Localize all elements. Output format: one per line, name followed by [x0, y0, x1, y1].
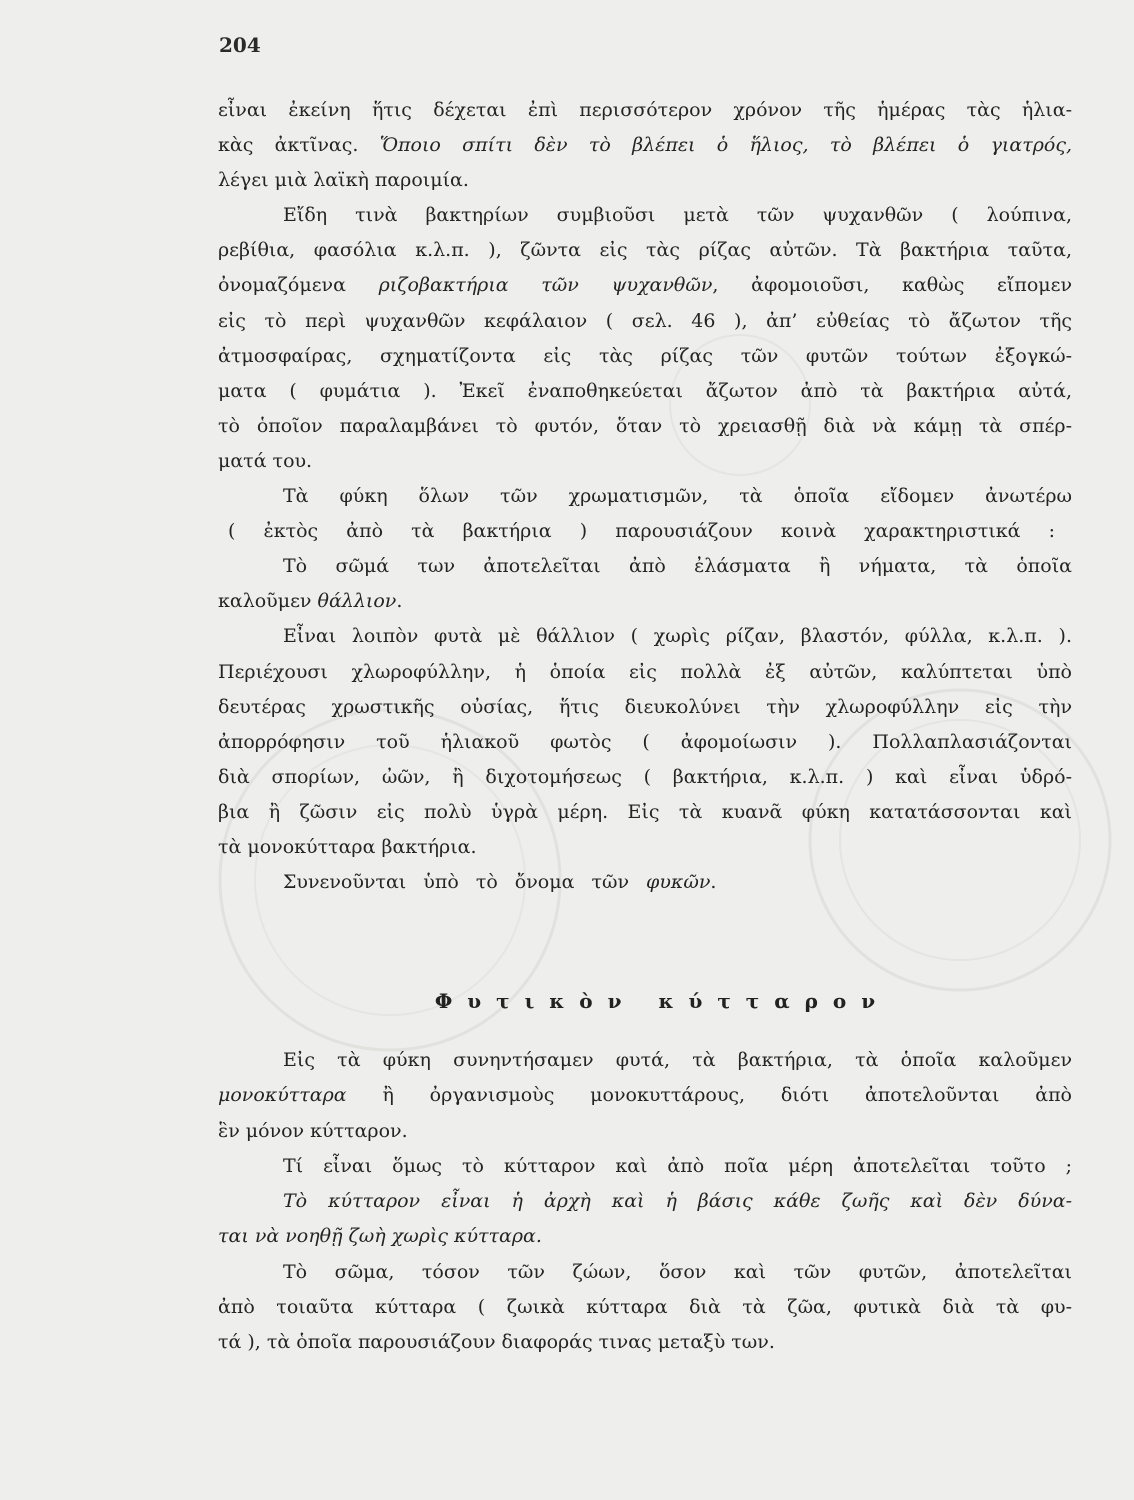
body-text-section-1	[218, 93, 1072, 900]
text-line	[218, 690, 1072, 725]
text-run: Τὰ φύκη ὅλων τῶν χρωματισμῶν, τὰ ὁποῖα εἴδομεν ἀνωτέρω	[283, 485, 1072, 508]
text-run: ἢ ὀργανισμοὺς μονοκυττάρους, διότι ἀποτελοῦνται ἀπὸ	[346, 1084, 1072, 1107]
italic-term: θάλλιον	[317, 590, 397, 613]
text-line	[218, 655, 1072, 690]
text-line	[218, 233, 1072, 268]
text-run: ἀτμοσφαίρας, σχηματίζοντα εἰς τὰς ρίζας τῶν φυτῶν τούτων ἐξογκώ-	[218, 344, 1072, 367]
text-run: τά ), τὰ ὁποῖα παρουσιάζουν διαφοράς τινας μεταξὺ των.	[218, 1331, 775, 1353]
text-line	[218, 479, 1072, 514]
text-line	[218, 830, 1072, 865]
italic-term: φυκῶν	[646, 871, 711, 894]
text-line	[218, 1184, 1072, 1219]
text-run: ματα ( φυμάτια ). Ἐκεῖ ἐναποθηκεύεται ἄζωτον ἀπὸ τὰ βακτήρια αὐτά,	[218, 379, 1072, 402]
text-run: εἰς τὸ περὶ ψυχανθῶν κεφάλαιον ( σελ. 46 ), ἀπ’ εὐθείας τὸ ἄζωτον τῆς	[218, 309, 1072, 332]
italic-term: ριζοβακτήρια τῶν ψυχανθῶν	[378, 274, 713, 297]
text-line	[218, 1149, 1072, 1184]
text-run: διὰ σπορίων, ὠῶν, ἢ διχοτομήσεως ( βακτήρια, κ.λ.π. ) καὶ εἶναι ὑδρό-	[218, 765, 1072, 788]
text-run: καλοῦμεν	[218, 590, 318, 613]
text-line	[218, 1219, 1072, 1254]
text-run: ἀπορρόφησιν τοῦ ἡλιακοῦ φωτὸς ( ἀφομοίωσιν ). Πολλαπλασιάζονται	[218, 730, 1072, 753]
text-line	[218, 549, 1072, 584]
text-run: ρεβίθια, φασόλια κ.λ.π. ), ζῶντα εἰς τὰς ρίζας αὐτῶν. Τὰ βακτήρια ταῦτα,	[218, 239, 1072, 262]
text-run: ὀνομαζόμενα	[218, 274, 379, 297]
text-line	[218, 1043, 1072, 1078]
italic-text-run: ται νὰ νοηθῇ ζωὴ χωρὶς κύτταρα.	[218, 1225, 542, 1248]
text-line	[218, 409, 1072, 444]
italic-term: μονοκύτταρα	[218, 1084, 347, 1107]
text-run: τὸ ὁποῖον παραλαμβάνει τὸ φυτόν, ὅταν τὸ χρειασθῇ διὰ νὰ κάμῃ τὰ σπέρ-	[218, 414, 1072, 437]
text-line	[218, 304, 1072, 339]
text-run: Τί εἶναι ὅμως τὸ κύτταρον καὶ ἀπὸ ποῖα μέρη ἀποτελεῖται τοῦτο ;	[283, 1154, 1072, 1177]
text-line	[218, 339, 1072, 374]
text-line	[218, 198, 1072, 233]
text-run: Εἴδη τινὰ βακτηρίων συμβιοῦσι μετὰ τῶν ψυχανθῶν ( λούπινα,	[283, 204, 1072, 227]
text-line	[218, 1255, 1072, 1290]
italic-text-run: Τὸ κύτταρον εἶναι ἡ ἀρχὴ καὶ ἡ βάσις κάθε ζωῆς καὶ δὲν δύνα-	[283, 1190, 1072, 1212]
body-text-section-2	[218, 1043, 1072, 1360]
text-run: ἀπὸ τοιαῦτα κύτταρα ( ζωικὰ κύτταρα διὰ τὰ ζῶα, φυτικὰ διὰ τὰ φυ-	[218, 1295, 1072, 1318]
text-run: εἶναι ἐκείνη ἥτις δέχεται ἐπὶ περισσότερον χρόνον τῆς ἡμέρας τὰς ἡλια-	[218, 99, 1072, 121]
text-line	[218, 93, 1072, 128]
text-run: Εἰς τὰ φύκη συνηντήσαμεν φυτά, τὰ βακτήρια, τὰ ὁποῖα καλοῦμεν	[283, 1049, 1072, 1071]
text-run: , ἀφομοιοῦσι, καθὼς εἴπομεν	[712, 274, 1072, 297]
text-run: .	[396, 590, 403, 613]
text-line	[218, 514, 1072, 549]
text-run: Συνενοῦνται ὑπὸ τὸ ὄνομα τῶν	[283, 871, 647, 894]
text-run: κὰς ἀκτῖνας.	[218, 134, 380, 157]
text-line	[218, 584, 1072, 619]
text-line	[218, 795, 1072, 830]
text-line	[218, 725, 1072, 760]
text-run: Τὸ σῶμα, τόσον τῶν ζώων, ὅσον καὶ τῶν φυτῶν, ἀποτελεῖται	[283, 1260, 1072, 1283]
page-number: 204	[219, 33, 261, 57]
text-line	[218, 1114, 1072, 1149]
text-line	[218, 1325, 1072, 1360]
section-heading: Φυτικὸν κύτταρον	[434, 989, 891, 1013]
text-run: τὰ μονοκύτταρα βακτήρια.	[218, 835, 477, 858]
section-heading-container	[218, 984, 1072, 1019]
text-run: ( ἐκτὸς ἀπὸ τὰ βακτήρια ) παρουσιάζουν κοινὰ χαρακτηριστικά :	[228, 520, 1055, 543]
text-run: δευτέρας χρωστικῆς οὐσίας, ἥτις διευκολύνει τὴν χλωροφύλλην εἰς τὴν	[218, 695, 1072, 718]
text-line	[218, 619, 1072, 654]
text-line	[218, 128, 1072, 163]
text-line	[218, 1078, 1072, 1113]
text-line	[218, 1290, 1072, 1325]
text-run: ματά του.	[218, 449, 313, 472]
text-run: Εἶναι λοιπὸν φυτὰ μὲ θάλλιον ( χωρὶς ρίζαν, βλαστόν, φύλλα, κ.λ.π. ).	[283, 625, 1072, 648]
text-run: Περιέχουσι χλωροφύλλην, ἡ ὁποία εἰς πολλὰ ἐξ αὐτῶν, καλύπτεται ὑπὸ	[218, 660, 1072, 683]
text-line	[218, 374, 1072, 409]
text-line	[218, 865, 1072, 900]
text-run: ἓν μόνον κύτταρον.	[218, 1119, 408, 1142]
text-run: λέγει μιὰ λαϊκὴ παροιμία.	[218, 169, 469, 192]
text-line	[218, 268, 1072, 303]
text-line	[218, 760, 1072, 795]
text-run: Τὸ σῶμά των ἀποτελεῖται ἀπὸ ἐλάσματα ἢ νήματα, τὰ ὁποῖα	[283, 555, 1072, 578]
italic-proverb: Ὅποιο σπίτι δὲν τὸ βλέπει ὁ ἥλιος, τὸ βλέπει ὁ γιατρός,	[379, 134, 1073, 157]
text-line	[218, 163, 1072, 198]
text-line	[218, 444, 1072, 479]
text-run: .	[710, 871, 717, 894]
text-run: βια ἢ ζῶσιν εἰς πολὺ ὑγρὰ μέρη. Εἰς τὰ κυανᾶ φύκη κατατάσσονται καὶ	[218, 800, 1072, 823]
